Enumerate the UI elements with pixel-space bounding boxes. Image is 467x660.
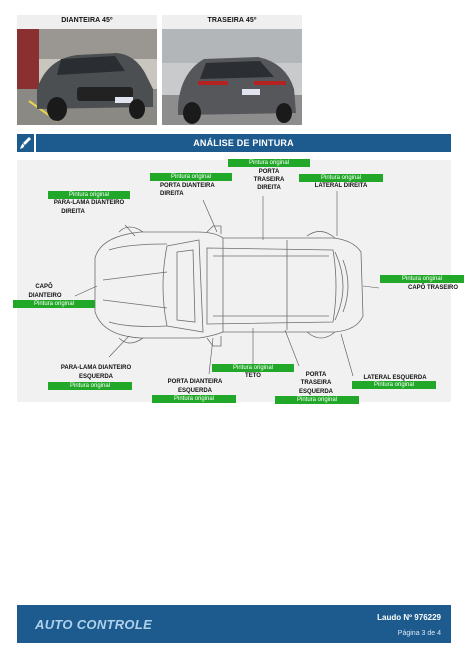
label-teto: TETO	[245, 373, 261, 379]
label-porta-traseira-direita-2: TRASEIRA	[253, 177, 285, 183]
status-badge-porta-traseira-esquerda: Pintura original	[275, 396, 359, 404]
front-car-photo	[17, 29, 157, 125]
brand-logo	[35, 617, 152, 632]
status-badge-porta-dianteira-direita: Pintura original	[150, 173, 232, 181]
status-badge-capo-dianteiro: Pintura original	[13, 300, 95, 308]
photo-rear-image	[162, 29, 302, 125]
label-porta-dianteira-esquerda-1: PORTA DIANTEIRA	[167, 379, 223, 385]
photo-rear-card	[162, 15, 302, 125]
section-title: ANÁLISE DE PINTURA	[36, 134, 451, 152]
page-footer	[17, 605, 451, 643]
label-para-lama-dianteiro-esquerda-2: ESQUERDA	[78, 374, 113, 380]
label-porta-traseira-direita-1: PORTA	[258, 169, 280, 175]
report-number: Laudo Nº 976229	[377, 613, 441, 622]
label-para-lama-dianteiro-direita-1: PARA-LAMA DIANTEIRO	[53, 200, 125, 206]
label-porta-dianteira-esquerda-2: ESQUERDA	[177, 388, 212, 394]
photo-front-caption: DIANTEIRA 45º	[61, 17, 113, 24]
label-para-lama-dianteiro-esquerda-1: PARA-LAMA DIANTEIRO	[60, 365, 132, 371]
label-porta-traseira-esquerda-2: TRASEIRA	[300, 380, 332, 386]
logo-part-1: AUTO	[35, 617, 73, 632]
label-porta-traseira-direita-3: DIREITA	[257, 185, 281, 191]
page-number: Página 3 de 4	[397, 630, 441, 637]
label-capo-dianteiro-2: DIANTEIRO	[28, 293, 62, 299]
status-badge-porta-traseira-direita: Pintura original	[228, 159, 310, 167]
rear-car-photo	[162, 29, 302, 125]
paint-diagram	[17, 160, 458, 403]
paint-brush-icon	[17, 134, 34, 152]
label-lateral-direita: LATERAL DIREITA	[314, 183, 368, 189]
label-lateral-esquerda: LATERAL ESQUERDA	[363, 375, 427, 381]
photo-front-image	[17, 29, 157, 125]
label-porta-traseira-esquerda-1: PORTA	[305, 372, 327, 378]
status-badge-lateral-esquerda: Pintura original	[352, 381, 436, 389]
label-porta-dianteira-direita-2: DIREITA	[160, 191, 184, 197]
photo-front-card	[17, 15, 157, 125]
logo-part-2: CONTROLE	[76, 617, 153, 632]
status-badge-para-lama-dianteiro-esquerda: Pintura original	[48, 382, 132, 390]
status-badge-lateral-direita: Pintura original	[299, 174, 383, 182]
status-badge-capo-traseiro: Pintura original	[380, 275, 464, 283]
label-capo-traseiro: CAPÔ TRASEIRO	[407, 285, 458, 291]
label-capo-dianteiro-1: CAPÔ	[35, 284, 53, 290]
section-header	[17, 134, 451, 152]
status-badge-para-lama-dianteiro-direita: Pintura original	[48, 191, 130, 199]
label-para-lama-dianteiro-direita-2: DIREITA	[61, 209, 85, 215]
status-badge-teto: Pintura original	[212, 364, 294, 372]
status-badge-porta-dianteira-esquerda: Pintura original	[152, 395, 236, 403]
label-porta-dianteira-direita-1: PORTA DIANTEIRA	[160, 183, 215, 189]
label-porta-traseira-esquerda-3: ESQUERDA	[298, 389, 333, 395]
photo-rear-caption: TRASEIRA 45º	[207, 17, 257, 24]
